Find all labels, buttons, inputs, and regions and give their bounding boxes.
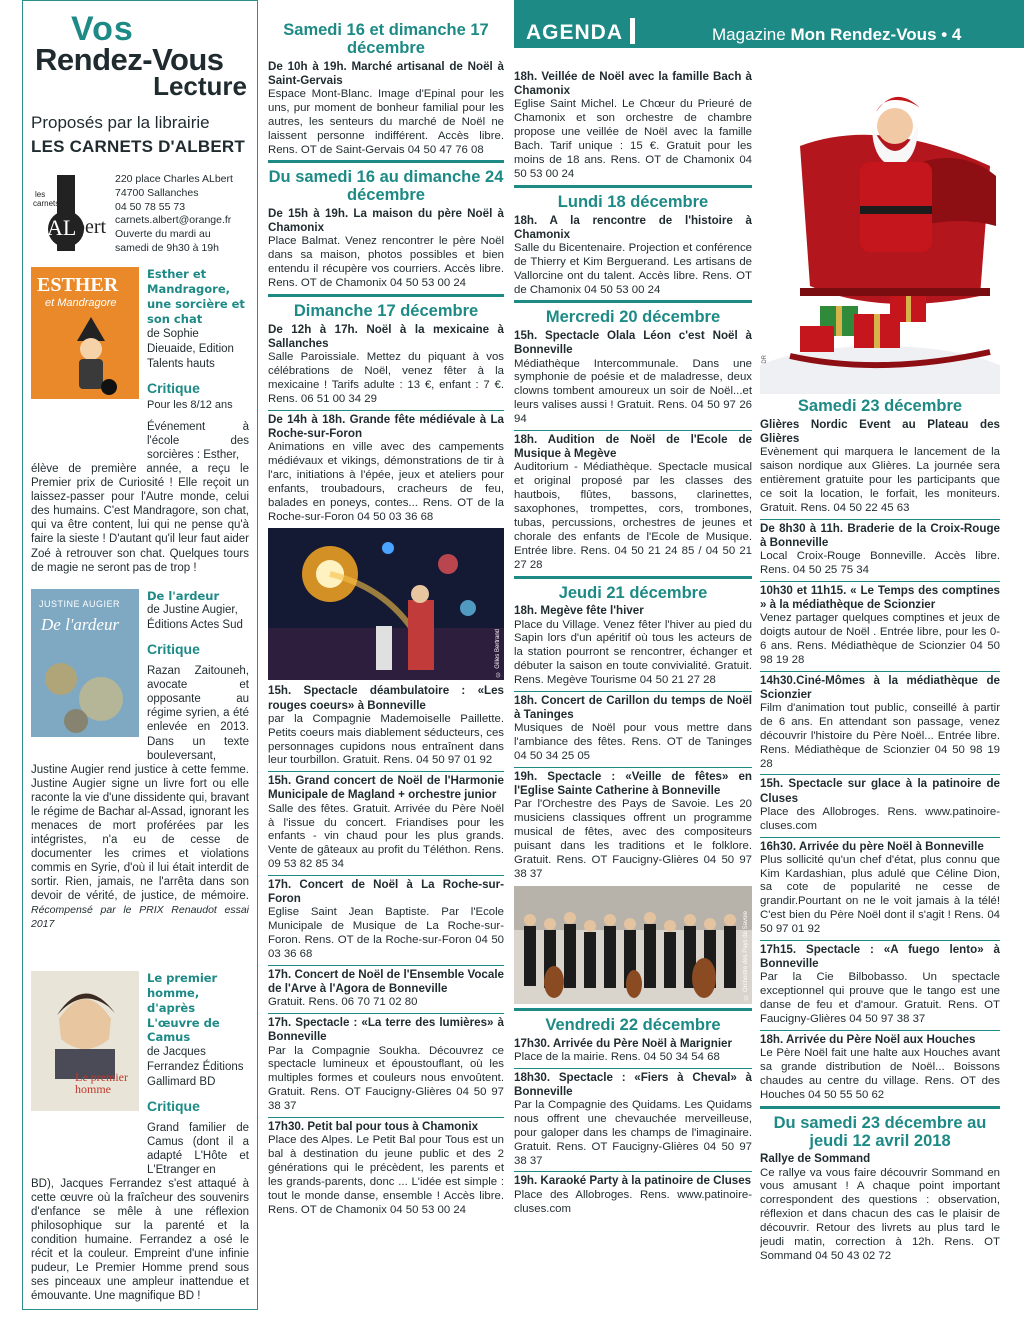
event-title: 17h15. Spectacle : «A fuego lento» à Bonneville xyxy=(760,943,1000,971)
book-info xyxy=(139,589,249,763)
event xyxy=(268,1120,504,1218)
critique-label: Critique xyxy=(147,641,200,658)
photo-credit: © Orchestre des Pays de Savoie xyxy=(742,911,749,1000)
phone: 04 50 78 55 73 xyxy=(115,200,186,213)
event xyxy=(268,878,504,962)
day-heading: Vendredi 22 décembre xyxy=(545,1015,721,1034)
event-body: Par la Compagnie des Quidams. Les Quidams nous offrent une chevauchée merveilleuse, pour galoper dans les champs de l'imaginaire. Gratuit. Rens. OT Faucigny-Glières 04 50 97 38 37 xyxy=(514,1098,752,1167)
event xyxy=(514,433,752,573)
event-body: Place des Allobroges. Rens. www.patinoire-cluses.com xyxy=(760,805,1000,832)
event-title: 17h. Concert de Noël à La Roche-sur-Foron xyxy=(268,878,504,906)
event xyxy=(268,968,504,1010)
event xyxy=(514,1037,752,1065)
cover-premier-homme xyxy=(31,971,139,1111)
librairie-info xyxy=(31,173,249,255)
book-esther xyxy=(31,267,249,462)
book-author: de Justine Augier, Éditions Actes Sud xyxy=(147,604,243,632)
event-title: 14h30.Ciné-Mômes à la médiathèque de Scionzier xyxy=(760,673,1000,701)
event-separator xyxy=(760,940,1000,941)
cover-ardeur xyxy=(31,589,139,737)
event xyxy=(514,214,752,298)
event-separator xyxy=(514,430,752,431)
event xyxy=(760,1152,1000,1263)
event xyxy=(514,1071,752,1169)
day-block xyxy=(268,165,504,291)
event-body: Musiques de Noël pour vous mettre dans l'ambiance des fêtes. Rens. OT de Taninges 04 50 34 25 05 xyxy=(514,722,752,763)
event-body: Salle des fêtes. Gratuit. Arrivée du Père Noël à l'issue du concert. Friandises pour les enfants - vin chaud pour les plus grands. Vente de gâteaux au profit du Téléthon. Rens. 09 53 82 85 34 xyxy=(268,802,504,871)
svg-text:bert: bert xyxy=(75,216,107,239)
day-heading: Lundi 18 décembre xyxy=(557,192,709,211)
event-body: Plus sollicité qu'un chef d'état, plus connu que Kim Kardashian, plus adulé que Céline Dion, sa cote de popularité ne cesse de grandir.Pourtant on ne le voit jamais à la télé! C'est bien du Père Noël dont il s'agit ! Rens. 04 50 97 01 92 xyxy=(760,853,1000,936)
event xyxy=(760,522,1000,578)
event-title: 17h30. Arrivée du Père Noël à Marignier xyxy=(514,1036,733,1050)
book-title: Esther et Mandragore, une sorcière et son chat xyxy=(147,267,245,327)
email: carnets.albert@orange.fr xyxy=(115,214,232,227)
event xyxy=(760,943,1000,1027)
witch-illustration xyxy=(59,317,123,397)
book-info xyxy=(139,267,249,462)
event-title: 19h. Karaoké Party à la patinoire de Cluses xyxy=(514,1174,752,1188)
event-separator xyxy=(268,875,504,876)
event-body: Espace Mont-Blanc. Image d'Epinal pour les uns, pur moment de bonheur familial pour les autres, les senteurs du marché de Noël ne laissent personne indifférent. Accès libre. Rens. OT de Saint-Gervais 04 50 47 76 08 xyxy=(268,87,504,156)
event-title: 17h. Spectacle : «La terre des lumières» à Bonneville xyxy=(268,1016,504,1044)
address-line: 220 place Charles ALbert xyxy=(115,173,233,186)
cover-premier-title: Le premier homme xyxy=(75,1069,128,1096)
event-body: Eglise Saint Jean Baptiste. Par l'Ecole Municipale de Musique de La Roche-sur-Foron. Rens. OT de la Roche-sur-Foron 04 50 03 36 68 xyxy=(268,906,504,961)
event-title: 16h30. Arrivée du père Noël à Bonneville xyxy=(760,839,984,853)
masthead-rendezvous: Rendez-Vous xyxy=(35,42,224,77)
event-body: Film d'animation tout public, conseillé à partir de 6 ans. En attendant son passage, venez découvrir l'histoire du Père Noël... Entrée libre. Rens. Médiathèque de Scionzier 04 50 98 19 28 xyxy=(760,701,1000,770)
critique-label: Critique xyxy=(147,1098,200,1115)
event xyxy=(268,413,504,525)
event-body: Par la Compagnie Soukha. Découvrez ce spectacle lumineux et époustouflant, où les multiples formes et couleurs nous envoûtent. Gratuit. Rens. OT Faucigny-Glières 04 50 97 38 37 xyxy=(268,1044,504,1113)
event-body: Le Père Noël fait une halte aux Houches avant sa grande distribution de Noël... Boissons chaudes au centre du village. Rens. OT des Houches 04 50 55 50 62 xyxy=(760,1047,1000,1101)
event-title: De 15h à 19h. La maison du père Noël à Chamonix xyxy=(268,207,504,235)
agenda-title: AGENDA xyxy=(526,21,624,44)
section-rule xyxy=(514,576,752,579)
event xyxy=(760,418,1000,516)
day-block xyxy=(760,394,1000,1103)
event-separator xyxy=(760,1030,1000,1031)
cover-esther-title: ESTHER xyxy=(37,274,119,297)
event-body: Place des Alpes. Le Petit Bal pour Tous est un bal à destination du jeune public et des 2 générations qui le précèdent, les parents et les grands-parents, donc ... L'idée est simple : tout le monde danse, ensemble ! Accès libre. Rens. OT de Chamonix 04 50 53 00 24 xyxy=(268,1134,504,1216)
cover-texture xyxy=(31,649,139,737)
librairie-name: LES CARNETS D'ALBERT xyxy=(31,136,245,156)
section-rule xyxy=(514,300,752,303)
event-body: Local Croix-Rouge Bonneville. Accès libre. Rens. 04 50 25 75 34 xyxy=(760,549,1000,576)
event-title: 15h. Spectacle déambulatoire : «Les rouges coeurs» à Bonneville xyxy=(268,684,504,712)
event-body: Place Balmat. Venez rencontrer le père Noël dans sa maison, photos possibles et bien entendu il récupère vos courriers. Accès libre. Rens. OT de Chamonix 04 50 53 00 24 xyxy=(268,235,504,290)
event-body: Médiathèque Intercommunale. Dans une symphonie de poésie et de maladresse, deux clowns tombent amoureux un soir de Noël...et leurs valises aussi ! Gratuit. Rens. 04 50 97 26 94 xyxy=(514,357,752,426)
agenda-column-4 xyxy=(760,56,1000,1322)
event-title: 18h. Concert de Carillon du temps de Noël à Taninges xyxy=(514,694,752,722)
event-separator xyxy=(760,837,1000,838)
day-heading: Dimanche 17 décembre xyxy=(293,301,479,320)
event-title: Glières Nordic Event au Plateau des Glières xyxy=(760,417,1000,445)
event xyxy=(760,1033,1000,1103)
lecture-column xyxy=(22,0,258,1310)
event-body: Par l'Orchestre des Pays de Savoie. Les 20 musiciens classiques offrent un programme musical de fêtes, avec des compositeurs puisant dans les traditions et le folklore. Gratuit. Rens. OT Faucigny-Glières 04 50 97 38 37 xyxy=(514,798,752,880)
day-heading: Samedi 23 décembre xyxy=(797,397,963,415)
event xyxy=(760,584,1000,668)
address-line: 74700 Sallanches xyxy=(115,187,199,200)
agenda-header xyxy=(514,0,1024,48)
event xyxy=(268,1016,504,1114)
event-title: 15h. Spectacle Olala Léon c'est Noël à Bonneville xyxy=(514,329,752,357)
day-heading: Mercredi 20 décembre xyxy=(545,308,721,327)
event-body: Place des Allobroges. Rens. www.patinoire-cluses.com xyxy=(514,1188,752,1215)
event-title: 18h. Veillée de Noël avec la famille Bach à Chamonix xyxy=(514,70,752,98)
book-text-side: Razan Zaitouneh, avocate et opposante au régime syrien, a été enlevée en 2013. Dans un texte bouleversant, xyxy=(147,665,249,762)
event-title: De 10h à 19h. Marché artisanal de Noël à Saint-Gervais xyxy=(268,59,504,87)
book-title: Le premier homme, d'après L'œuvre de Camus xyxy=(147,970,220,1045)
event xyxy=(268,323,504,407)
book-award: Récompensé par le PRIX Renaudot essai 2017 xyxy=(31,903,249,930)
portrait-illustration xyxy=(39,979,131,1079)
event xyxy=(514,694,752,764)
photo-fete-medievale xyxy=(268,528,504,680)
critique-label: Critique xyxy=(147,379,200,396)
cover-esther-sub: et Mandragore xyxy=(45,297,117,310)
svg-text:d': d' xyxy=(43,208,49,218)
magazine-title xyxy=(712,25,961,46)
lecture-masthead xyxy=(31,5,249,101)
event-title: 10h30 et 11h15. « Le Temps des comptines » à la médiathèque de Scionzier xyxy=(760,583,1000,611)
event xyxy=(760,777,1000,833)
agenda-column-3 xyxy=(514,70,752,1322)
event-title: 19h. Spectacle : «Veille de fêtes» en l'Eglise Sainte Catherine à Bonneville xyxy=(514,770,752,798)
event-separator xyxy=(760,671,1000,672)
event xyxy=(514,770,752,882)
event-separator xyxy=(760,774,1000,775)
event-body: Par la Cie Bilbobasso. Un spectacle exceptionnel qui prouve que le tango est une danse de feu et d'amour. Gratuit. Rens. OT Faucigny-Glières 04 50 97 38 37 xyxy=(760,971,1000,1026)
event-body: Place du Village. Venez fêter l'hiver au pied du Sapin lors d'un apéritif où tous les acteurs de la station pourront se rencontrer, échanger et débuter la saison en toute convivialité. Gratuit. Rens. Megève Tourisme 04 50 21 27 28 xyxy=(514,618,752,687)
event xyxy=(760,674,1000,772)
event xyxy=(514,329,752,427)
event-body: Gratuit. Rens. 06 70 71 02 80 xyxy=(268,996,418,1009)
section-rule xyxy=(760,1106,1000,1109)
section-rule xyxy=(514,1008,752,1011)
event-title: De 12h à 17h. Noël à la mexicaine à Sallanches xyxy=(268,322,504,350)
magazine-prefix: Magazine xyxy=(712,25,786,44)
event-separator xyxy=(268,410,504,411)
book-author: de Jacques Ferrandez Éditions Gallimard BD xyxy=(147,1046,244,1089)
day-block xyxy=(514,190,752,298)
santa-sleigh-photo xyxy=(760,56,1000,394)
event xyxy=(514,70,752,182)
cover-ardeur-author: JUSTINE AUGIER xyxy=(39,598,121,609)
cover-esther xyxy=(31,267,139,399)
event-body: Animations en ville avec des campements médiévaux et vikings, démonstrations de tir à l'arc, initiations à l'épée, jeux et ateliers pour enfants, troubadours, cracheurs de feu, balades en poneys, contes... Rens. OT de la Roche-sur-Foron 04 50 03 36 68 xyxy=(268,440,504,523)
agenda-column-2 xyxy=(268,0,504,1310)
event-title: 15h. Grand concert de Noël de l'Harmonie Municipale de Magland + orchestre junior xyxy=(268,774,504,802)
event-body: Venez partager quelques comptines et jeux de doigts autour de Noël . Entrée libre, pour les 0-6 ans. Rens. Médiathèque de Scionzier 04 50 98 19 28 xyxy=(760,612,1000,666)
event-title: De 14h à 18h. Grande fête médiévale à La Roche-sur-Foron xyxy=(268,412,504,440)
event-body: Salle Paroissiale. Mettez du piquant à vos célébrations de Noël, venez fêter à la mexicaine ! Tarifs adulte : 13 €, enfant : 7 €. Rens. 06 51 00 34 29 xyxy=(268,351,504,405)
fire-photo xyxy=(268,528,504,680)
section-rule xyxy=(268,294,504,297)
masthead-vos: Vos xyxy=(71,10,134,48)
book-ardeur xyxy=(31,589,249,763)
day-block xyxy=(514,1013,752,1217)
event xyxy=(514,1174,752,1216)
book-text xyxy=(31,763,249,931)
day-block xyxy=(514,305,752,572)
svg-text:carnets: carnets xyxy=(33,199,60,209)
event-title: 18h. Audition de Noël de l'Ecole de Musique à Megève xyxy=(514,433,752,461)
photo-orchestre xyxy=(514,886,752,1004)
hours-line: samedi de 9h30 à 19h xyxy=(115,241,219,254)
event-title: 15h. Spectacle sur glace à la patinoire de Cluses xyxy=(760,777,1000,805)
event-body: Salle du Bicentenaire. Projection et conférence de Thierry et Kim Berguerand. Les artisans de Vallorcine ont du talent. Accès libre. Rens. OT de Chamonix 04 50 53 00 24 xyxy=(514,241,752,296)
book-author: de Sophie Dieuaide, Edition Talents hauts xyxy=(147,328,234,370)
proposes-par: Proposés par la librairie xyxy=(31,113,210,132)
book-premier-homme xyxy=(31,971,249,1178)
book-title: De l'ardeur xyxy=(147,588,220,603)
event-separator xyxy=(514,691,752,692)
event xyxy=(268,60,504,158)
book-text-side: Événement à l'école des sorcières : Esther, xyxy=(147,421,249,462)
event xyxy=(268,684,504,768)
event-body: Ce rallye va vous faire découvrir Sommand en vous amusant ! A chaque point important correspondent des questions : observation, réflexion et dans chacun des cas le plaisir de découvrir. Retour des livrets au plus tard le jeudi matin, correction à 12h. Rens. OT Sommand 04 50 43 02 72 xyxy=(760,1166,1000,1262)
photo-credit: © Gilles Bertrand xyxy=(494,629,501,677)
orchestra-photo xyxy=(514,886,752,1004)
event-body: Eglise Saint Michel. Le Chœur du Prieuré de Chamonix et son orchestre de chambre propose une veillée de Noël avec la famille Bach. Tarif unique : 15 €. Gratuit pour les moins de 18 ans. Rens. OT de Chamonix 04 50 53 00 24 xyxy=(514,98,752,180)
day-heading: Du samedi 16 au dimanche 24 décembre xyxy=(268,168,504,205)
day-block xyxy=(268,299,504,524)
day-block xyxy=(268,684,504,1217)
event-separator xyxy=(760,581,1000,582)
event-separator xyxy=(268,1117,504,1118)
event-title: 18h. Megève fête l'hiver xyxy=(514,604,644,618)
day-heading: Jeudi 21 décembre xyxy=(558,583,708,602)
event-separator xyxy=(514,767,752,768)
event-body: par la Compagnie Mademoiselle Paillette. Petits coeurs mais diablement séducteurs, ces personnages cupidons nous entraînent dans leur tourbillon. Gratuit. Rens. 04 50 97 01 92 xyxy=(268,712,504,767)
event-body: Auditorium - Médiathèque. Spectacle musical et original proposé par les classes des hautbois, flûtes, bassons, clarinettes, saxophones, trompettes, cors, trombones, tubas, percussions, orchestres de jeunes et chorale des enfants de l'Ecole de Musique. Entrée libre. Rens. 04 50 21 24 85 / 04 50 21 27 28 xyxy=(514,461,752,571)
event xyxy=(268,207,504,291)
hours-line: Ouverte du mardi au xyxy=(115,228,211,241)
masthead-lecture: Lecture xyxy=(153,71,247,101)
magazine-name: Mon Rendez-Vous • 4 xyxy=(790,25,962,44)
day-block xyxy=(514,581,752,882)
book-age: Pour les 8/12 ans xyxy=(147,398,233,411)
day-block xyxy=(514,70,752,182)
event-separator xyxy=(268,771,504,772)
svg-text:les: les xyxy=(35,190,46,200)
event-title: 18h30. Spectacle : «Fiers à Cheval» à Bonneville xyxy=(514,1070,752,1098)
photo-pere-noel xyxy=(760,56,1000,394)
event-separator xyxy=(514,1068,752,1069)
event xyxy=(760,840,1000,938)
event xyxy=(268,774,504,872)
day-heading: Samedi 16 et dimanche 17 décembre xyxy=(283,21,489,57)
librairie-address xyxy=(109,173,233,255)
day-block xyxy=(760,1111,1000,1264)
section-rule xyxy=(268,160,504,163)
day-heading: Du samedi 23 décembre au jeudi 12 avril 2018 xyxy=(773,1113,987,1150)
event-body: Evènement qui marquera le lancement de la saison nordique aux Glières. La journée sera entièrement gratuite pour les participants que ce soit la location, le forfait, les moniteurs. Gratuit. Rens. 04 50 22 45 63 xyxy=(760,446,1000,514)
svg-text:AL: AL xyxy=(47,215,77,241)
event-title: 17h30. Petit bal pour tous à Chamonix xyxy=(268,1120,479,1134)
book-text-body: Justine Augier rend justice à cette femme. Justine Augier signe un livre fort ou elle raconte la vie d'une dissidente qui, bravant le régime de Bachar al-Assad, ignorant les menaces de mort proférées par les intégristes, n'a eu de cesse de documenter les crimes et violations commis en Syrie, d'où il lui était interdit de sortir. Rien, jamais, ne l'arrêta dans son devoir de vérité, de justice, de mémoire. xyxy=(31,763,249,902)
event xyxy=(514,604,752,688)
cover-ardeur-title: De l'ardeur xyxy=(41,614,120,634)
section-rule xyxy=(514,185,752,188)
event-title: Rallye de Sommand xyxy=(760,1152,871,1166)
event-separator xyxy=(268,965,504,966)
carnets-albert-logo xyxy=(31,173,109,251)
event-separator xyxy=(514,1171,752,1172)
day-block xyxy=(268,0,504,157)
photo-credit: DR xyxy=(762,355,768,364)
event-separator xyxy=(268,1013,504,1014)
book-text: BD), Jacques Ferrandez s'est attaqué à cette œuvre où la fraîcheur des souvenirs d'enfance se mêle à une réflexion philosophique sur la parenté et la condition humaine. Ferrandez a osé le récit et la couleur. Empreint d'une infinie pudeur, Le Premier Homme prend sous ses pinceaux une ampleur inattendue et émouvante. Une magnifique BD ! xyxy=(31,1178,249,1303)
event-body: Place de la mairie. Rens. 04 50 34 54 68 xyxy=(514,1050,720,1063)
book-info xyxy=(139,971,249,1178)
event-title: 18h. A la rencontre de l'histoire à Chamonix xyxy=(514,213,752,241)
header-divider xyxy=(630,18,635,44)
event-title: 18h. Arrivée du Père Noël aux Houches xyxy=(760,1033,976,1047)
book-text: élève de première année, a reçu le Premier prix de Curiosité ! Elle reçoit un laissez-passer pour l'Autre monde, celui des humains. C'est Mandragore, son chat, qui va être content, lui qui ne pense qu'à faire la sieste ! D'autant qu'il leur faut aider Zoé à retrouver son chat. Quelques tours de magie ne seront pas de trop ! xyxy=(31,463,249,574)
event-title: De 8h30 à 11h. Braderie de la Croix-Rouge à Bonneville xyxy=(760,521,1000,549)
event-separator xyxy=(760,519,1000,520)
event-title: 17h. Concert de Noël de l'Ensemble Vocale de l'Arve à l'Agora de Bonneville xyxy=(268,968,504,996)
book-text-side: Grand familier de Camus (dont il a adapté L'Hôte et L'Etranger en xyxy=(147,1122,249,1177)
